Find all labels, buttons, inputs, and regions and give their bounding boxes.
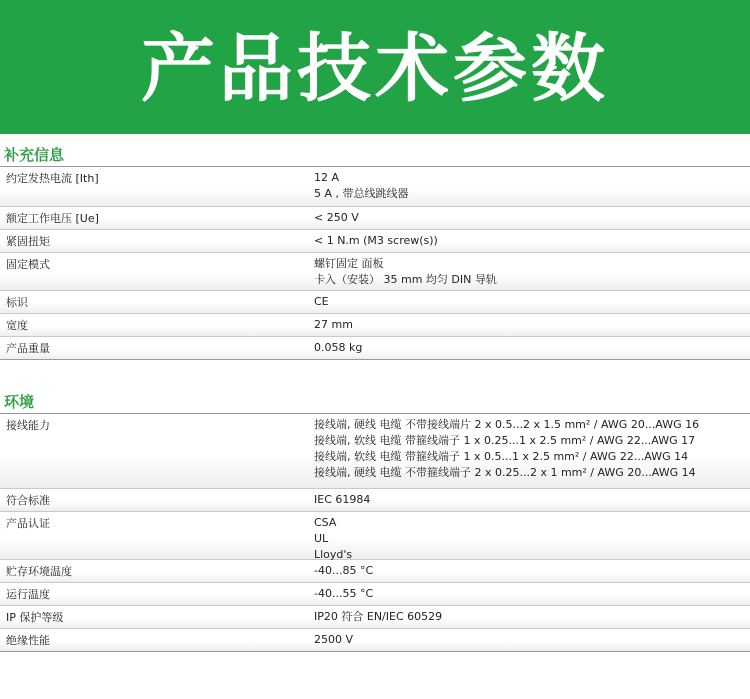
row-value: UL <box>314 532 329 545</box>
row-value: < 250 V <box>314 211 359 224</box>
row-value: Lloyd's <box>314 548 353 561</box>
table-row <box>0 560 750 583</box>
table-row <box>0 629 750 652</box>
row-value: 接线端, 硬线 电缆 不带箍线端子 2 x 0.25...2 x 1 mm² / AWG 20...AWG 14 <box>314 466 696 479</box>
section-environment <box>0 391 750 652</box>
row-value: < 1 N.m (M3 screw(s)) <box>314 234 438 247</box>
row-label: 标识 <box>6 296 28 309</box>
table-row <box>0 253 750 291</box>
row-values <box>310 207 750 229</box>
row-label: 产品认证 <box>6 517 50 530</box>
row-values <box>310 291 750 313</box>
row-values <box>310 314 750 336</box>
row-value: 接线端, 软线 电缆 带箍线端子 1 x 0.5...1 x 2.5 mm² / AWG 22...AWG 14 <box>314 450 689 463</box>
row-value: 螺钉固定 面板 <box>314 257 384 270</box>
row-label: 宽度 <box>6 319 28 332</box>
row-label: IP 保护等级 <box>6 611 64 624</box>
page-title: 产品技术参数 <box>141 26 609 112</box>
row-values <box>310 230 750 252</box>
row-label: 贮存环境温度 <box>6 565 72 578</box>
spec-table <box>0 166 750 360</box>
row-value: 27 mm <box>314 318 353 331</box>
table-row <box>0 414 750 489</box>
row-value: IP20 符合 EN/IEC 60529 <box>314 610 443 623</box>
row-label: 接线能力 <box>6 419 50 432</box>
section-supplementary-info <box>0 144 750 360</box>
table-row <box>0 314 750 337</box>
row-label: 运行温度 <box>6 588 50 601</box>
row-value: 接线端, 硬线 电缆 不带接线端片 2 x 0.5...2 x 1.5 mm² / AWG 20...AWG 16 <box>314 418 700 431</box>
row-values <box>310 560 750 582</box>
section-title: 补充信息 <box>4 146 65 164</box>
table-row <box>0 512 750 560</box>
table-row <box>0 291 750 314</box>
row-label: 符合标准 <box>6 494 50 507</box>
row-value: -40...55 °C <box>314 587 374 600</box>
row-label: 固定模式 <box>6 258 50 271</box>
row-values <box>310 583 750 605</box>
row-values <box>310 606 750 628</box>
row-values <box>310 253 750 290</box>
row-values <box>310 489 750 511</box>
row-label: 约定发热电流 [Ith] <box>6 172 99 185</box>
row-value: -40...85 °C <box>314 564 374 577</box>
table-row <box>0 337 750 360</box>
table-row <box>0 583 750 606</box>
table-row <box>0 167 750 207</box>
section-title: 环境 <box>4 393 35 411</box>
row-value: 5 A , 带总线跳线器 <box>314 187 409 200</box>
row-values <box>310 414 750 488</box>
row-value: 12 A <box>314 171 340 184</box>
row-label: 绝缘性能 <box>6 634 50 647</box>
row-value: 0.058 kg <box>314 341 363 354</box>
table-row <box>0 606 750 629</box>
row-values <box>310 512 750 559</box>
row-value: IEC 61984 <box>314 493 371 506</box>
row-value: 接线端, 软线 电缆 带箍线端子 1 x 0.25...1 x 2.5 mm² / AWG 22...AWG 17 <box>314 434 696 447</box>
header-banner <box>0 0 750 134</box>
row-value: CE <box>314 295 329 308</box>
row-values <box>310 629 750 651</box>
table-row <box>0 230 750 253</box>
row-value: 2500 V <box>314 633 354 646</box>
row-label: 产品重量 <box>6 342 50 355</box>
table-row <box>0 489 750 512</box>
row-label: 紧固扭矩 <box>6 235 50 248</box>
spec-table <box>0 413 750 652</box>
row-label: 额定工作电压 [Ue] <box>6 212 99 225</box>
table-row <box>0 207 750 230</box>
row-value: 卡入（安装） 35 mm 均匀 DIN 导轨 <box>314 273 497 286</box>
row-values <box>310 337 750 359</box>
row-values <box>310 167 750 206</box>
row-value: CSA <box>314 516 337 529</box>
